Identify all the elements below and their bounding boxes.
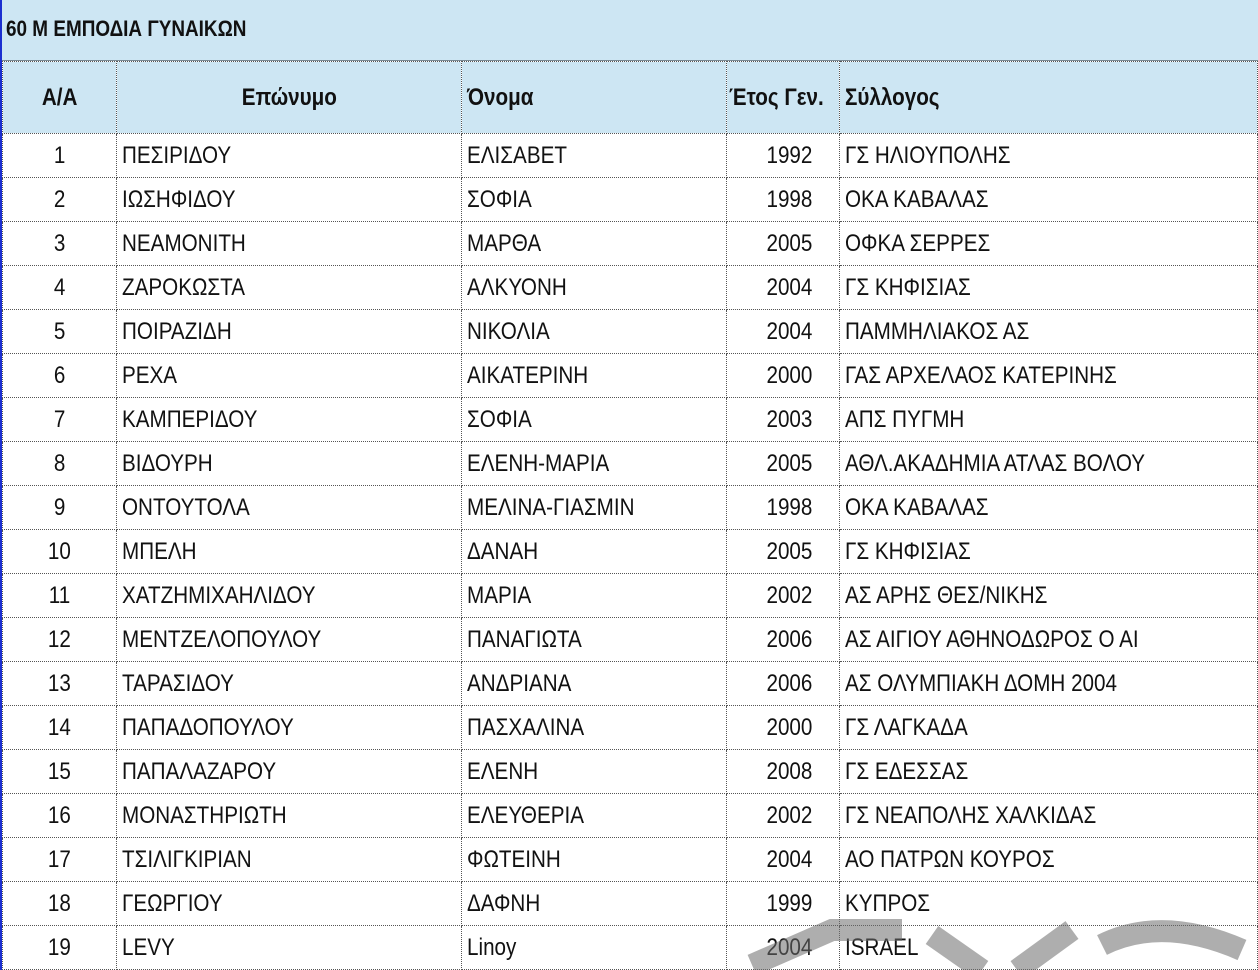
cell-surname: ΜΠΕΛΗ: [117, 530, 462, 574]
cell-surname: ΚΑΜΠΕΡΙΔΟΥ: [117, 398, 462, 442]
cell-no: 14: [3, 706, 117, 750]
cell-no: 7: [3, 398, 117, 442]
table-row: [3, 838, 1258, 882]
cell-club: ΓΣ ΕΔΕΣΣΑΣ: [839, 750, 1257, 794]
cell-surname: ΜΟΝΑΣΤΗΡΙΩΤΗ: [117, 794, 462, 838]
cell-surname: ΟΝΤΟΥΤΟΛΑ: [117, 486, 462, 530]
cell-no: 12: [3, 618, 117, 662]
cell-no: 19: [3, 926, 117, 970]
cell-name: ΜΕΛΙΝΑ-ΓΙΑΣΜΙΝ: [462, 486, 726, 530]
cell-name: ΜΑΡΙΑ: [462, 574, 726, 618]
cell-club: ΑΠΣ ΠΥΓΜΗ: [839, 398, 1257, 442]
cell-name: Linoy: [462, 926, 726, 970]
cell-birth-year: 2005: [726, 530, 839, 574]
column-header-surname: Επώνυμο: [117, 62, 462, 134]
cell-birth-year: 2005: [726, 222, 839, 266]
cell-name: ΝΙΚΟΛΙΑ: [462, 310, 726, 354]
cell-birth-year: 2002: [726, 574, 839, 618]
cell-club: ΟΚΑ ΚΑΒΑΛΑΣ: [839, 486, 1257, 530]
cell-club: ΓΣ ΗΛΙΟΥΠΟΛΗΣ: [839, 134, 1257, 178]
cell-no: 18: [3, 882, 117, 926]
cell-no: 17: [3, 838, 117, 882]
cell-club: ΓΣ ΚΗΦΙΣΙΑΣ: [839, 530, 1257, 574]
table-row: [3, 530, 1258, 574]
cell-no: 16: [3, 794, 117, 838]
cell-no: 11: [3, 574, 117, 618]
cell-name: ΑΙΚΑΤΕΡΙΝΗ: [462, 354, 726, 398]
table-row: [3, 794, 1258, 838]
table-row: [3, 662, 1258, 706]
cell-name: ΕΛΕΥΘΕΡΙΑ: [462, 794, 726, 838]
cell-name: ΑΝΔΡΙΑΝΑ: [462, 662, 726, 706]
cell-club: ΓΣ ΝΕΑΠΟΛΗΣ ΧΑΛΚΙΔΑΣ: [839, 794, 1257, 838]
table-row: [3, 486, 1258, 530]
table-row: [3, 310, 1258, 354]
column-header-birth-year: Έτος Γεν.: [726, 62, 839, 134]
cell-surname: ΓΕΩΡΓΙΟΥ: [117, 882, 462, 926]
cell-surname: ΒΙΔΟΥΡΗ: [117, 442, 462, 486]
cell-birth-year: 2002: [726, 794, 839, 838]
cell-no: 2: [3, 178, 117, 222]
column-header-club: Σύλλογος: [839, 62, 1257, 134]
title-bar: [2, 0, 1258, 61]
cell-club: ΓΑΣ ΑΡΧΕΛΑΟΣ ΚΑΤΕΡΙΝΗΣ: [839, 354, 1257, 398]
cell-surname: ΙΩΣΗΦΙΔΟΥ: [117, 178, 462, 222]
cell-club: ΟΚΑ ΚΑΒΑΛΑΣ: [839, 178, 1257, 222]
cell-birth-year: 2003: [726, 398, 839, 442]
cell-birth-year: 2004: [726, 310, 839, 354]
cell-birth-year: 1998: [726, 178, 839, 222]
cell-club: ΑΟ ΠΑΤΡΩΝ ΚΟΥΡΟΣ: [839, 838, 1257, 882]
cell-name: ΜΑΡΘΑ: [462, 222, 726, 266]
cell-birth-year: 1998: [726, 486, 839, 530]
table-row: [3, 354, 1258, 398]
table-row: [3, 618, 1258, 662]
table-row: [3, 926, 1258, 970]
table-row: [3, 178, 1258, 222]
cell-surname: ΝΕΑΜΟΝΙΤΗ: [117, 222, 462, 266]
cell-no: 8: [3, 442, 117, 486]
table-row: [3, 750, 1258, 794]
cell-birth-year: 1992: [726, 134, 839, 178]
cell-surname: ΠΕΣΙΡΙΔΟΥ: [117, 134, 462, 178]
cell-birth-year: 1999: [726, 882, 839, 926]
cell-birth-year: 2004: [726, 926, 839, 970]
cell-club: ΚΥΠΡΟΣ: [839, 882, 1257, 926]
cell-surname: LEVY: [117, 926, 462, 970]
cell-birth-year: 2005: [726, 442, 839, 486]
entries-table: [2, 61, 1258, 970]
cell-birth-year: 2004: [726, 266, 839, 310]
cell-no: 15: [3, 750, 117, 794]
cell-no: 13: [3, 662, 117, 706]
cell-surname: ΠΑΠΑΛΑΖΑΡΟΥ: [117, 750, 462, 794]
cell-club: ΑΘΛ.ΑΚΑΔΗΜΙΑ ΑΤΛΑΣ ΒΟΛΟΥ: [839, 442, 1257, 486]
table-row: [3, 266, 1258, 310]
cell-name: ΔΑΝΑΗ: [462, 530, 726, 574]
cell-birth-year: 2006: [726, 618, 839, 662]
cell-name: ΠΑΣΧΑΛΙΝΑ: [462, 706, 726, 750]
column-header-no: Α/Α: [3, 62, 117, 134]
cell-surname: ΡΕΧΑ: [117, 354, 462, 398]
cell-surname: ΜΕΝΤΖΕΛΟΠΟΥΛΟΥ: [117, 618, 462, 662]
cell-club: ΠΑΜΜΗΛΙΑΚΟΣ ΑΣ: [839, 310, 1257, 354]
table-row: [3, 398, 1258, 442]
cell-birth-year: 2006: [726, 662, 839, 706]
cell-surname: ΤΣΙΛΙΓΚΙΡΙΑΝ: [117, 838, 462, 882]
cell-name: ΕΛΙΣΑΒΕΤ: [462, 134, 726, 178]
cell-name: ΣΟΦΙΑ: [462, 398, 726, 442]
cell-no: 4: [3, 266, 117, 310]
cell-surname: ΧΑΤΖΗΜΙΧΑΗΛΙΔΟΥ: [117, 574, 462, 618]
table-row: [3, 222, 1258, 266]
cell-birth-year: 2000: [726, 354, 839, 398]
cell-name: ΑΛΚΥΟΝΗ: [462, 266, 726, 310]
table-header-row: [3, 62, 1258, 134]
cell-surname: ΠΟΙΡΑΖΙΔΗ: [117, 310, 462, 354]
table-row: [3, 882, 1258, 926]
cell-no: 10: [3, 530, 117, 574]
table-row: [3, 134, 1258, 178]
cell-no: 9: [3, 486, 117, 530]
cell-name: ΣΟΦΙΑ: [462, 178, 726, 222]
table-row: [3, 574, 1258, 618]
cell-name: ΠΑΝΑΓΙΩΤΑ: [462, 618, 726, 662]
table-row: [3, 706, 1258, 750]
cell-no: 3: [3, 222, 117, 266]
table-row: [3, 442, 1258, 486]
cell-club: ΑΣ ΟΛΥΜΠΙΑΚΗ ΔΟΜΗ 2004: [839, 662, 1257, 706]
cell-birth-year: 2000: [726, 706, 839, 750]
cell-name: ΔΑΦΝΗ: [462, 882, 726, 926]
cell-no: 1: [3, 134, 117, 178]
cell-birth-year: 2004: [726, 838, 839, 882]
cell-no: 6: [3, 354, 117, 398]
cell-club: ΓΣ ΛΑΓΚΑΔΑ: [839, 706, 1257, 750]
cell-surname: ΖΑΡΟΚΩΣΤΑ: [117, 266, 462, 310]
cell-club: ISRAEL: [839, 926, 1257, 970]
cell-name: ΦΩΤΕΙΝΗ: [462, 838, 726, 882]
cell-no: 5: [3, 310, 117, 354]
cell-club: ΓΣ ΚΗΦΙΣΙΑΣ: [839, 266, 1257, 310]
column-header-name: Όνομα: [462, 62, 726, 134]
cell-club: ΑΣ ΑΙΓΙΟΥ ΑΘΗΝΟΔΩΡΟΣ Ο ΑΙ: [839, 618, 1257, 662]
cell-name: ΕΛΕΝΗ-ΜΑΡΙΑ: [462, 442, 726, 486]
cell-surname: ΠΑΠΑΔΟΠΟΥΛΟΥ: [117, 706, 462, 750]
cell-surname: ΤΑΡΑΣΙΔΟΥ: [117, 662, 462, 706]
cell-birth-year: 2008: [726, 750, 839, 794]
cell-name: ΕΛΕΝΗ: [462, 750, 726, 794]
sheet-title: 60 Μ ΕΜΠΟΔΙΑ ΓΥΝΑΙΚΩΝ: [6, 16, 247, 41]
cell-club: ΟΦΚΑ ΣΕΡΡΕΣ: [839, 222, 1257, 266]
cell-club: ΑΣ ΑΡΗΣ ΘΕΣ/ΝΙΚΗΣ: [839, 574, 1257, 618]
